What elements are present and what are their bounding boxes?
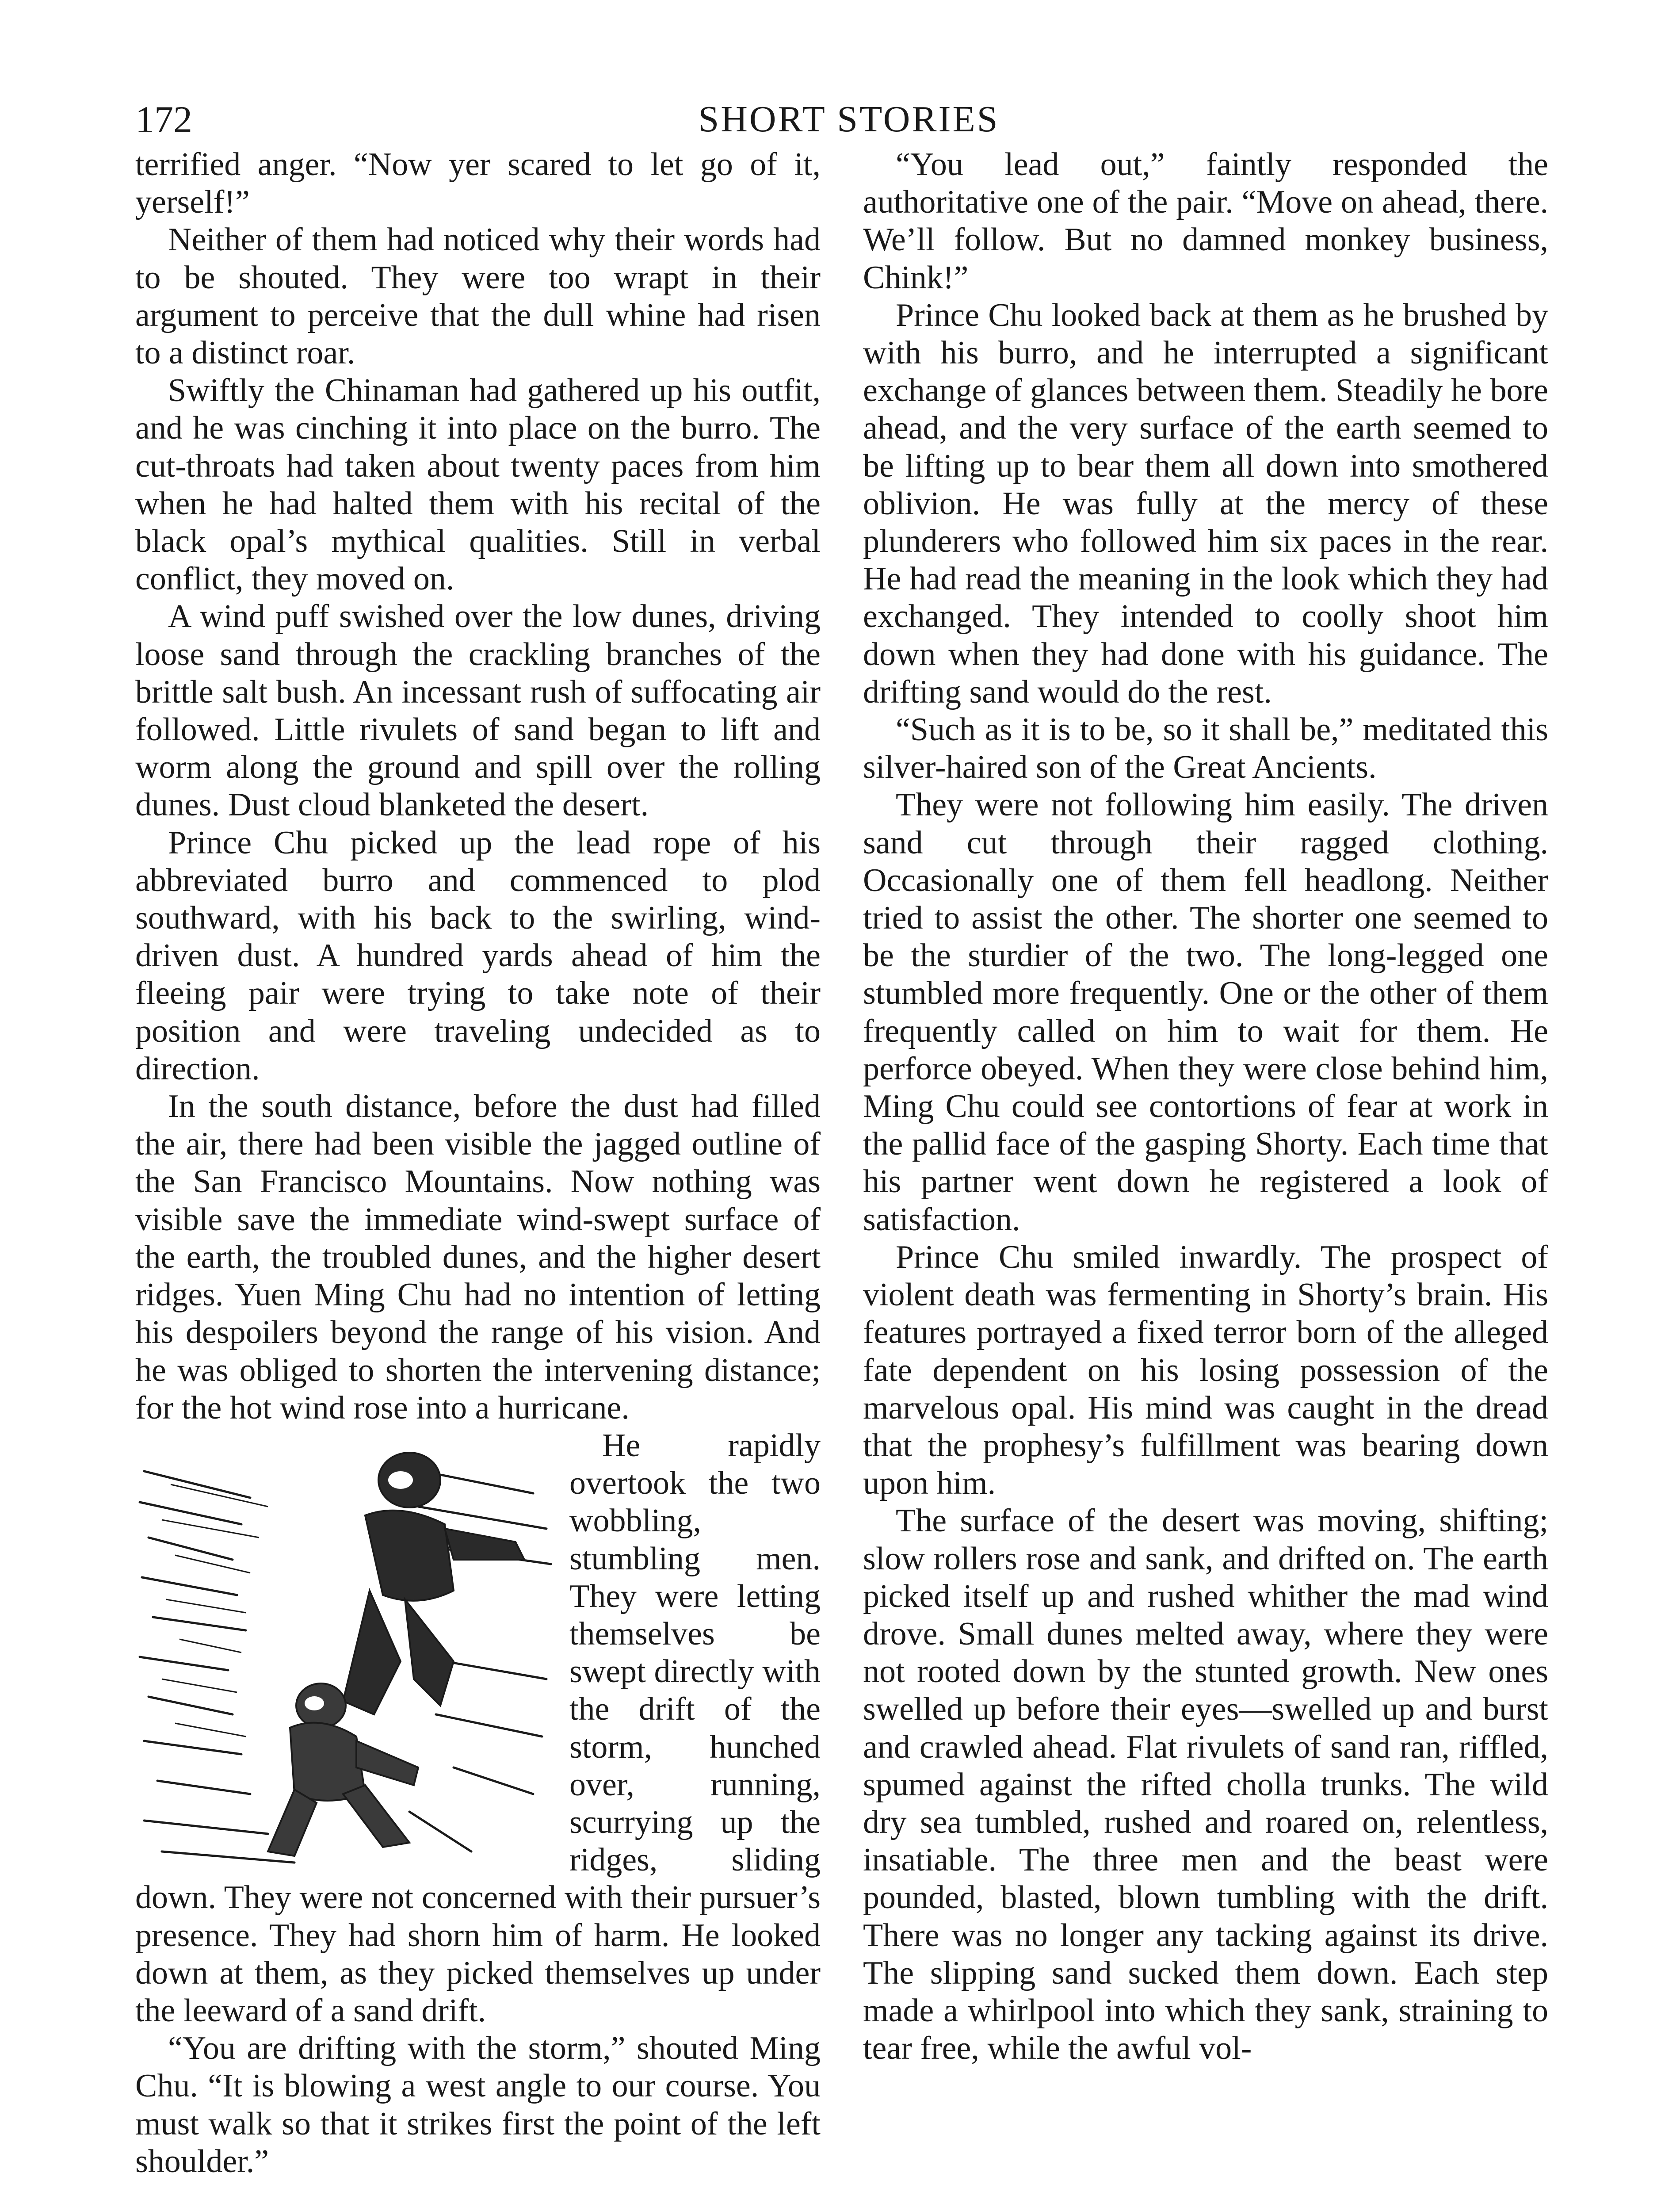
right-column bbox=[863, 146, 1548, 2067]
left-column bbox=[135, 146, 821, 2180]
paragraph: “You lead out,” faintly responded the authoritative one of the pair. “Move on ahead, there. We’ll follow. But no damned monkey business, Chink!” bbox=[863, 146, 1548, 296]
running-head: SHORT STORIES bbox=[698, 99, 1000, 140]
sandstorm-illustration bbox=[135, 1431, 560, 1874]
paragraph: In the south distance, before the dust had filled the air, there had been visible the jagged outline of the San Francisco Mountains. Now nothing was visible save the immediate wind-swept surface of the earth, the troubled dunes, and the higher desert ridges. Yuen Ming Chu had no intention of letting his despoilers beyond the range of his vision. And he was obliged to shorten the intervening distance; for the hot wind rose into a hurricane. bbox=[135, 1088, 821, 1426]
page-number: 172 bbox=[135, 98, 192, 141]
paragraph: terrified anger. “Now yer scared to let go of it, yerself!” bbox=[135, 146, 821, 221]
paragraph: He rapidly overtook the two wobbling, stumbling men. They were letting themselves be swept directly with the drift of the storm, hunched over, running, scurrying up the ridges, sliding down. They were not concerned with their pursuer’s presence. They had shorn him of harm. He looked down at them, as they picked themselves up under the leeward of a sand drift. bbox=[135, 1427, 821, 2029]
paragraph: “Such as it is to be, so it shall be,” meditated this silver-haired son of the Great Ancients. bbox=[863, 711, 1548, 786]
paragraph: A wind puff swished over the low dunes, driving loose sand through the crackling branches of the brittle salt bush. An incessant rush of suffocating air followed. Little rivulets of sand began to lift and worm along the ground and spill over the rolling dunes. Dust cloud blanketed the desert. bbox=[135, 598, 821, 823]
paragraph: The surface of the desert was moving, shifting; slow rollers rose and sank, and drifted on. The earth picked itself up and rushed whither the mad wind drove. Small dunes melted away, where they were not rooted down by the stunted growth. New ones swelled up before their eyes—swelled up and burst and crawled ahead. Flat rivulets of sand ran, riffled, spumed against the rifted cholla trunks. The wild dry sea tumbled, rushed and roared on, relentless, insatiable. The three men and the beast were pounded, blasted, blown tumbling with the drift. There was no longer any tacking against its drive. The slipping sand sucked them down. Each step made a whirlpool into which they sank, straining to tear free, while the awful vol- bbox=[863, 1503, 1548, 2067]
paragraph: Neither of them had noticed why their words had to be shouted. They were too wrapt in their argument to perceive that the dull whine had risen to a distinct roar. bbox=[135, 222, 821, 371]
paragraph: “You are drifting with the storm,” shouted Ming Chu. “It is blowing a west angle to our course. You must walk so that it strikes first the point of the left shoulder.” bbox=[135, 2030, 821, 2180]
paragraph: Prince Chu picked up the lead rope of his abbreviated burro and commenced to plod southward, with his back to the swirling, wind-driven dust. A hundred yards ahead of him the fleeing pair were trying to take note of their position and were traveling undecided as to direction. bbox=[135, 824, 821, 1087]
paragraph: They were not following him easily. The driven sand cut through their ragged clothing. Occasionally one of them fell headlong. Neither tried to assist the other. The shorter one seemed to be the sturdier of the two. The long-legged one stumbled more frequently. One or the other of them frequently called on him to wait for them. He perforce obeyed. When they were close behind him, Ming Chu could see contortions of fear at work in the pallid face of the gasping Shorty. Each time that his partner went down he registered a look of satisfaction. bbox=[863, 787, 1548, 1238]
paragraph: Swiftly the Chinaman had gathered up his outfit, and he was cinching it into place on the burro. The cut-throats had taken about twenty paces from him when he had halted them with his recital of the black opal’s mythical qualities. Still in verbal conflict, they moved on. bbox=[135, 372, 821, 597]
page-header bbox=[135, 93, 1562, 146]
paragraph: Prince Chu smiled inwardly. The prospect of violent death was fermenting in Shorty’s brain. His features portrayed a fixed terror born of the alleged fate dependent on his losing possession of the marvelous opal. His mind was caught in the dread that the prophesy’s fulfillment was bearing down upon him. bbox=[863, 1239, 1548, 1502]
paragraph: Prince Chu looked back at them as he brushed by with his burro, and he interrupted a significant exchange of glances between them. Steadily he bore ahead, and the very surface of the earth seemed to be lifting up to bear them all down into smothered oblivion. He was fully at the mercy of these plunderers who followed him six paces in the rear. He had read the meaning in the look which they had exchanged. They intended to coolly shoot him down when they had done with his guidance. The drifting sand would do the rest. bbox=[863, 297, 1548, 710]
